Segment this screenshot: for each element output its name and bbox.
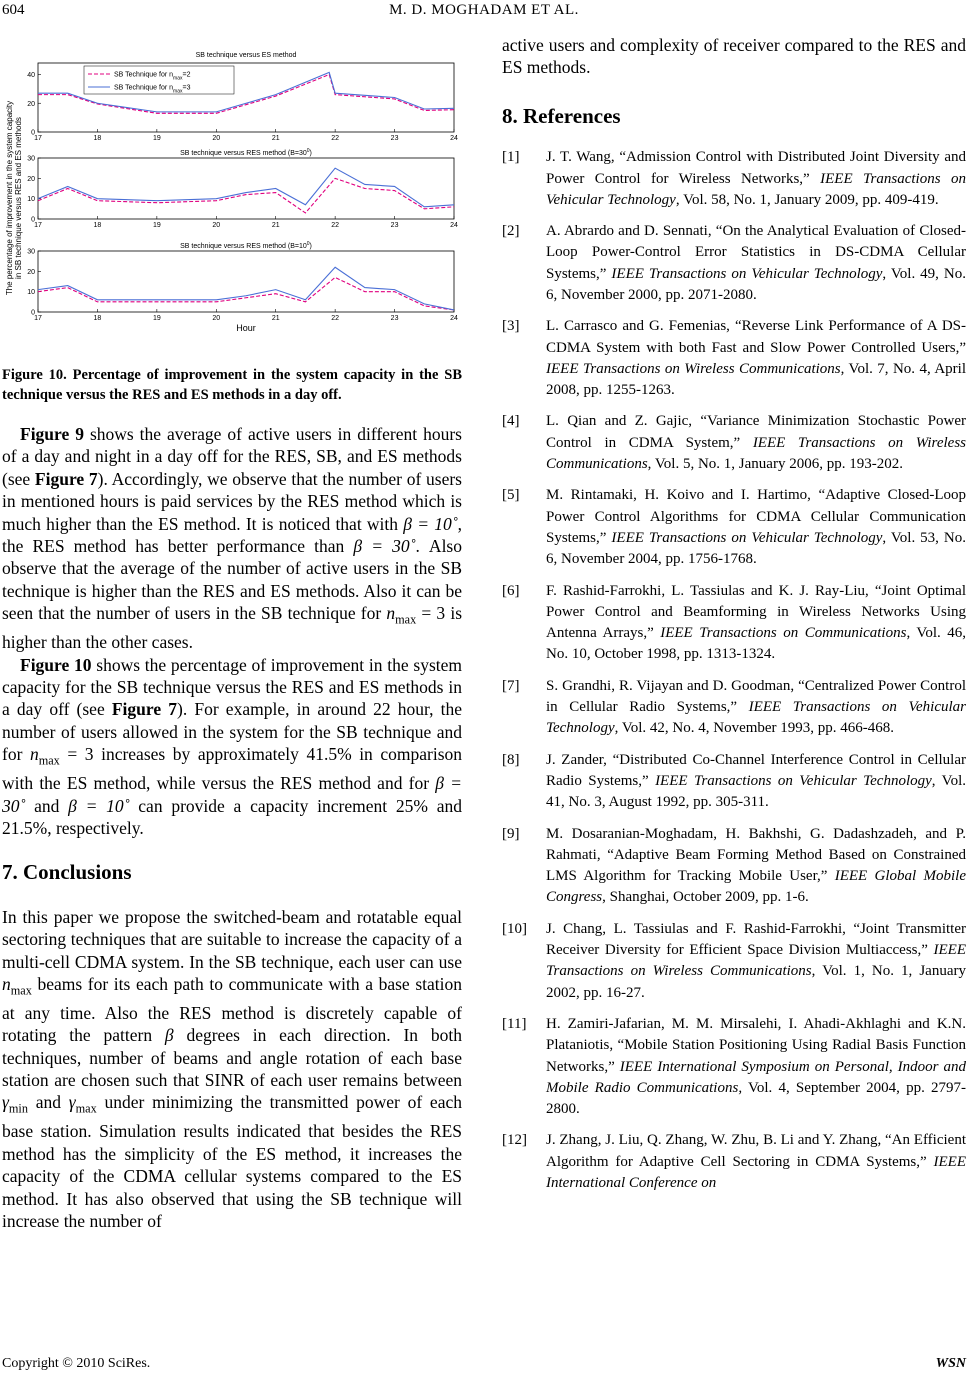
x-tick-label: 20 <box>212 315 221 322</box>
reference-journal: IEEE Transactions on Wireless Communications <box>546 360 841 377</box>
y-tick-label: 20 <box>27 268 35 276</box>
x-tick-label: 19 <box>152 315 161 322</box>
reference-item <box>502 147 966 211</box>
reference-number: [4] <box>502 413 520 430</box>
y-axis-label-line1: The percentage of improvement in the system capacity <box>5 100 14 296</box>
series-line-nmax2 <box>38 178 454 213</box>
reference-item <box>502 750 966 814</box>
x-tick-label: 24 <box>450 135 458 142</box>
reference-details: Vol. 4, September 2004, pp. 2797-2800. <box>546 1079 966 1118</box>
figure-10 <box>2 48 462 338</box>
reference-journal: IEEE Transactions on Wireless Communications <box>546 942 966 980</box>
reference-number: [11] <box>502 1015 527 1032</box>
reference-number: [7] <box>502 677 520 694</box>
reference-journal: IEEE Transactions on Communications <box>660 625 907 642</box>
reference-number: [12] <box>502 1132 527 1149</box>
x-tick-label: 19 <box>152 135 161 142</box>
reference-text: S. Grandhi, R. Vijayan and D. Goodman, “Centralized Power Control in Cellular Radio Systems,” <box>546 677 966 716</box>
reference-text: J. Chang, L. Tassiulas and F. Rashid-Farrokhi, “Joint Transmitter Receiver Diversity for Efficient Space Division Multiaccess,” <box>546 920 966 959</box>
reference-details: , Vol. 41, No. 3, August 1992, pp. 305-311. <box>546 772 966 811</box>
right-column <box>502 34 966 1204</box>
reference-journal: IEEE Transactions on Vehicular Technology <box>546 699 966 737</box>
reference-item <box>502 581 966 666</box>
x-tick-label: 21 <box>271 315 280 322</box>
y-tick-label: 30 <box>27 248 35 256</box>
x-tick-label: 19 <box>152 222 161 229</box>
x-tick-label: 22 <box>331 315 340 322</box>
page-number: 604 <box>2 2 25 18</box>
x-tick-label: 20 <box>212 222 221 229</box>
reference-text: J. Zhang, J. Liu, Q. Zhang, W. Zhu, B. Li and Y. Zhang, “An Efficient Algorithm for Adaptive Cell Sectoring in CDMA Systems,” <box>546 1132 966 1170</box>
reference-journal: IEEE Transactions on Wireless Communications <box>546 434 966 473</box>
figure-caption: Figure 10. Percentage of improvement in the system capacity in the SB technique versus the RES and ES methods in a day off. <box>2 367 462 403</box>
chart-title: SB technique versus RES method $(B=10^0)$ <box>180 241 312 250</box>
y-tick-label: 0 <box>31 129 35 137</box>
running-authors: M. D. MOGHADAM ET AL. <box>389 2 579 18</box>
reference-number: [10] <box>502 920 527 937</box>
x-tick-label: 23 <box>390 315 399 322</box>
reference-item <box>502 676 966 740</box>
y-tick-label: 20 <box>27 175 35 183</box>
reference-number: [1] <box>502 149 520 166</box>
reference-details: , Vol. 1, No. 1, January 2002, pp. 16-27. <box>546 963 966 1001</box>
x-tick-label: 22 <box>331 222 340 229</box>
legend-label: SB Technique for $n_{max}=3$ <box>114 84 191 95</box>
reference-item <box>502 316 966 401</box>
series-line-nmax2 <box>38 277 454 310</box>
reference-number: [3] <box>502 318 520 335</box>
reference-text: F. Rashid-Farrokhi, L. Tassiulas and K. J. Ray-Liu, “Joint Optimal Power Control and Beamforming in Wireless Networks Using Antenna Arrays,” <box>546 582 966 642</box>
reference-text: H. Zamiri-Jafarian, M. M. Mirsalehi, I. Ahadi-Akhlaghi and K.N. Plataniotis, “Mobile Station Positioning Using Radial Basis Function Networks,” <box>546 1015 966 1075</box>
plot-frame <box>38 251 454 312</box>
x-axis-label: Hour <box>236 323 256 333</box>
x-tick-label: 18 <box>93 315 102 322</box>
y-tick-label: 40 <box>27 72 35 79</box>
x-tick-label: 21 <box>271 135 280 142</box>
reference-text: A. Abrardo and D. Sennati, “On the Analytical Evaluation of Closed-Loop Power-Control Error Statistics in DS-CDMA Cellular Systems,” <box>546 223 966 282</box>
reference-details: , Shanghai, October 2009, pp. 1-6. <box>602 889 809 906</box>
reference-text: M. Rintamaki, H. Koivo and I. Hartimo, “Adaptive Closed-Loop Power Control Algorithms for CDMA Cellular Communication Systems,” <box>546 487 966 546</box>
reference-journal: IEEE International Conference on <box>546 1153 966 1191</box>
conclusions-continued: active users and complexity of receiver compared to the RES and ES methods. <box>502 35 966 78</box>
reference-text: L. Qian and Z. Gajic, “Variance Minimization Stochastic Power Control in CDMA System,” <box>546 413 966 451</box>
references-heading: 8. References <box>502 103 621 128</box>
legend-label: SB Technique for $n_{max}=2$ <box>114 71 191 82</box>
y-tick-label: 20 <box>27 100 35 108</box>
reference-journal: IEEE Transactions on Vehicular Technology <box>655 772 932 789</box>
paragraph-figure-9: Figure 9 shows the average of active users in different hours of a day and night in a day off for the RES, SB, and ES methods (see Figure 7). Accordingly, we observe that the number of users in mentioned hours is paid services by the RES method which is much higher than the ES method. It is noticed that with β = 10˚, the RES method has better performance than β = 30˚. Also observe that the average of the number of active users in the SB technique is higher than the RES and ES methods. Also it can be seen that the number of users in the SB technique for $n_{max} = 3$ is higher than the other cases. <box>2 424 463 653</box>
x-tick-label: 24 <box>450 222 458 229</box>
x-tick-label: 21 <box>271 222 280 229</box>
x-tick-label: 17 <box>34 135 42 142</box>
plot-frame <box>38 158 454 219</box>
reference-item <box>502 919 966 1004</box>
reference-text: M. Dosaranian-Moghadam, H. Bakhshi, G. Dadashzadeh, and P. Rahmati, “Adaptive Beam Forming Method Based on Constrained LMS Algorithm for Tracking Mobile User,” <box>546 825 966 885</box>
conclusions-paragraph: In this paper we propose the switched-beam and rotatable equal sectoring techniques that are suitable to increase the capacity of a multi-cell CDMA system. In the SB technique, each user can use $n_{max}$ beams for its each path to communicate with a base station at any time. Also the RES method is discretely capable of rotating the pattern β degrees in each direction. In both techniques, number of beams and angle rotation of each base station are chosen such that SINR of each user remains between $\gamma_{min}$ and $\gamma_{max}$ under minimizing the transmitted power of each base station. Simulation results indicated that besides the RES method has the simplicity of the ES method, it increases the capacity of the CDMA cellular systems compared to the ES method. It has also observed that using the SB technique will increase the number of <box>2 906 462 1231</box>
y-tick-label: 0 <box>31 309 35 317</box>
figure-10-chart <box>2 48 462 338</box>
reference-journal: IEEE Transactions on Vehicular Technology <box>611 265 883 282</box>
x-tick-label: 23 <box>390 135 399 142</box>
page-header <box>0 2 968 24</box>
reference-item <box>502 824 966 909</box>
reference-item <box>502 485 966 570</box>
x-tick-label: 18 <box>93 135 102 142</box>
reference-details: , Vol. 46, No. 10, October 1998, pp. 1313-1324. <box>546 625 967 663</box>
conclusions-heading: 7. Conclusions <box>2 860 132 885</box>
chart-title: SB technique versus ES method <box>195 52 297 59</box>
paragraph-figure-10: Figure 10 shows the percentage of improvement in the system capacity for the SB technique versus the RES and ES methods in a day off (see Figure 7). For example, in around 22 hour, the number of users allowed in the system for the SB technique and for $n_{max} = 3$ increases by approximately 41.5% in comparison with the ES method, while versus the RES method and for β = 30˚ and β = 10˚ can provide a capacity increment 25% and 21.5%, respectively. <box>2 654 463 838</box>
journal-name: WSN <box>935 1356 966 1371</box>
reference-details: , Vol. 53, No. 6, November 2004, pp. 1756-1768. <box>546 529 966 568</box>
y-axis-label-line2: in SB technique versus RES and ES methods <box>14 117 23 279</box>
x-tick-label: 20 <box>212 135 221 142</box>
x-tick-label: 17 <box>34 222 42 229</box>
reference-details: , Vol. 7, No. 4, April 2008, pp. 1255-1263. <box>546 360 966 399</box>
reference-details: , Vol. 49, No. 6, November 2000, pp. 2071-2080. <box>546 265 966 303</box>
reference-text: L. Carrasco and G. Femenias, “Reverse Link Performance of A DS-CDMA System with both Fast and Slow Power Controlled Users,” <box>546 318 966 356</box>
y-tick-label: 30 <box>27 155 35 163</box>
reference-number: [5] <box>502 487 520 504</box>
x-tick-label: 17 <box>34 315 42 322</box>
reference-text: J. T. Wang, “Admission Control with Distributed Joint Diversity and Power Control for Wireless Networks,” <box>546 149 966 187</box>
reference-number: [6] <box>502 582 520 599</box>
reference-item <box>502 411 966 475</box>
reference-number: [2] <box>502 223 520 240</box>
x-tick-label: 23 <box>390 222 399 229</box>
x-tick-label: 24 <box>450 315 458 322</box>
reference-item <box>502 221 966 306</box>
reference-journal: IEEE Transactions on Vehicular Technology <box>611 529 883 546</box>
y-tick-label: 10 <box>27 196 35 204</box>
y-tick-label: 0 <box>31 216 35 224</box>
left-column <box>2 48 462 1232</box>
reference-journal: IEEE International Symposium on Personal, Indoor and Mobile Radio Communications, <box>546 1058 967 1096</box>
references-list <box>502 147 966 1194</box>
reference-text: J. Zander, “Distributed Co-Channel Interference Control in Cellular Radio Systems,” <box>546 751 966 789</box>
x-tick-label: 22 <box>331 135 340 142</box>
reference-item <box>502 1130 966 1194</box>
y-tick-label: 10 <box>27 289 35 297</box>
reference-item <box>502 1014 966 1120</box>
reference-details: , Vol. 42, No. 4, November 1993, pp. 466-468. <box>614 720 895 737</box>
reference-details: , Vol. 5, No. 1, January 2006, pp. 193-202. <box>647 456 903 473</box>
reference-number: [8] <box>502 751 520 768</box>
reference-number: [9] <box>502 825 520 842</box>
copyright-text: Copyright © 2010 SciRes. <box>2 1356 151 1371</box>
x-tick-label: 18 <box>93 222 102 229</box>
reference-journal: IEEE Global Mobile Congress <box>546 868 966 906</box>
reference-details: , Vol. 58, No. 1, January 2009, pp. 409-419. <box>675 191 939 208</box>
series-line-nmax3 <box>38 267 454 310</box>
reference-journal: IEEE Transactions on Vehicular Technology <box>546 170 966 208</box>
chart-title: SB technique versus RES method $(B=30^0)$ <box>180 148 312 157</box>
